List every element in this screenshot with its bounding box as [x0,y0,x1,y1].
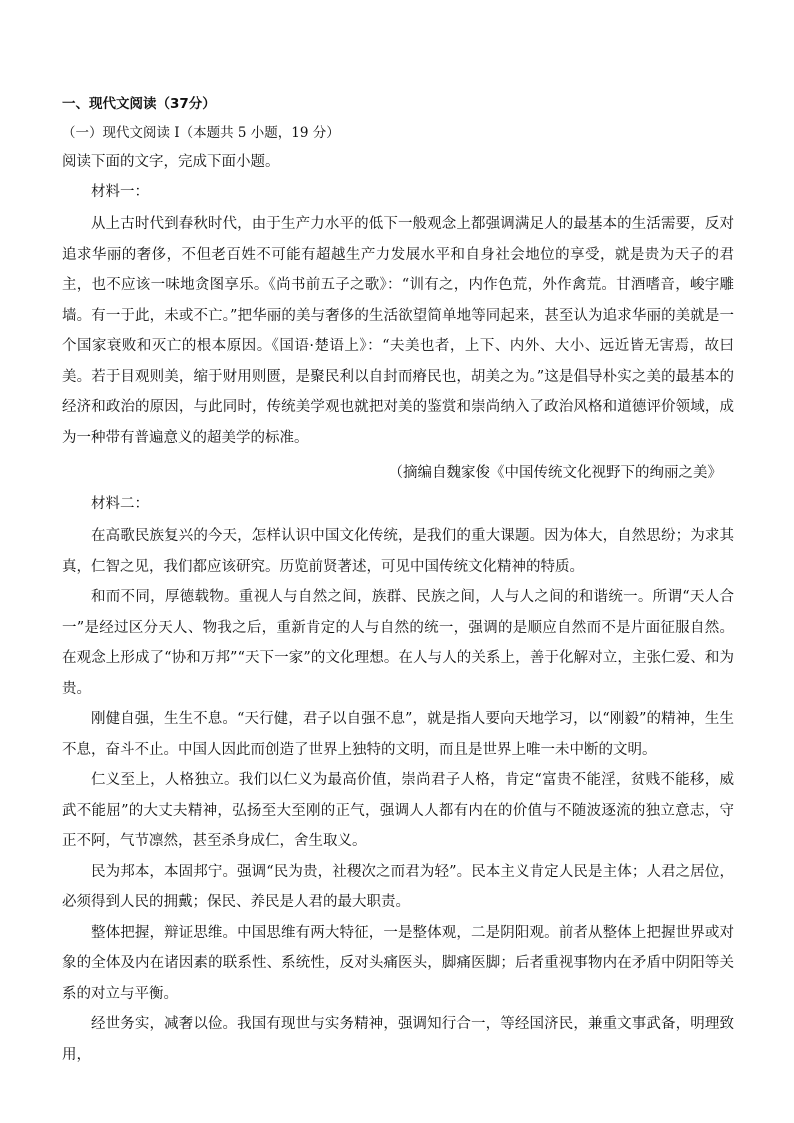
material-one-paragraph: 从上古时代到春秋时代，由于生产力水平的低下一般观念上都强调满足人的最基本的生活需要，反对追求华丽的奢侈，不但老百姓不可能有超越生产力发展水平和自身社会地位的享受，就是贵为天子的君主，也不应该一味地贪图享乐。《尚书前五子之歌》：“训有之，内作色荒，外作禽荒。甘酒嗜音，峻宇雕墙。有一于此，未或不亡。”把华丽的美与奢侈的生活欲望简单地等同起来，甚至认为追求华丽的美就是一个国家衰败和灭亡的根本原因。《国语·楚语上》：“夫美也者，上下、内外、大小、远近皆无害焉，故曰美。若于目观则美，缩于财用则匮，是聚民利以自封而瘠民也，胡美之为。”这是倡导朴实之美的最基本的经济和政治的原因，与此同时，传统美学观也就把对美的鉴赏和崇尚纳入了政治风格和道德评价领域，成为一种带有普遍意义的超美学的标准。 [62,216,734,446]
material-two-paragraph: 刚健自强，生生不息。“天行健，君子以自强不息”，就是指人要向天地学习，以“刚毅”的精神，生生不息，奋斗不止。中国人因此而创造了世界上独特的文明，而且是世界上唯一未中断的文明。 [62,711,734,758]
material-two-paragraph: 和而不同，厚德载物。重视人与自然之间，族群、民族之间，人与人之间的和谐统一。所谓“天人合一”是经过区分天人、物我之后，重新肯定的人与自然的统一，强调的是顺应自然而不是片面征服自然。在观念上形成了“协和万邦”“天下一家”的文化理想。在人与人的关系上，善于化解对立，主张仁爱、和为贵。 [62,589,734,697]
material-two-label: 材料二： [91,496,149,512]
document-body [62,92,734,1070]
material-two-paragraph: 民为邦本，本固邦宁。强调“民为贵，社稷次之而君为轻”。民本主义肯定人民是主体；人君之居位，必须得到人民的拥戴；保民、养民是人君的最大职责。 [62,863,734,910]
material-two-paragraph: 在高歌民族复兴的今天，怎样认识中国文化传统，是我们的重大课题。因为体大，自然思纷；为求其真，仁智之见，我们都应该研究。历览前贤著述，可见中国传统文化精神的特质。 [62,528,734,575]
material-two-paragraph: 仁义至上，人格独立。我们以仁义为最高价值，崇尚君子人格，肯定“富贵不能淫，贫贱不能移，威武不能屈”的大丈夫精神，弘扬至大至刚的正气，强调人人都有内在的价值与不随波逐流的独立意志，守正不阿，气节凛然，甚至杀身成仁，舍生取义。 [62,772,734,849]
material-one-label: 材料一： [91,184,149,200]
subsection-heading: （一）现代文阅读 I（本题共 5 小题，19 分） [62,125,340,141]
material-two-paragraph: 经世务实，减奢以俭。我国有现世与实务精神，强调知行合一，等经国济民，兼重文事武备，明理致用， [62,1016,734,1063]
material-one-source: （摘编自魏家俊《中国传统文化视野下的绚丽之美》 [388,465,722,481]
section-heading: 一、现代文阅读（37分） [62,96,216,112]
material-two-paragraph: 整体把握，辩证思维。中国思维有两大特征，一是整体观，二是阴阳观。前者从整体上把握世界或对象的全体及内在诸因素的联系性、系统性，反对头痛医头，脚痛医脚；后者重视事物内在矛盾中阴阳等关系的对立与平衡。 [62,924,734,1002]
reading-instruction: 阅读下面的文字，完成下面小题。 [62,154,280,170]
